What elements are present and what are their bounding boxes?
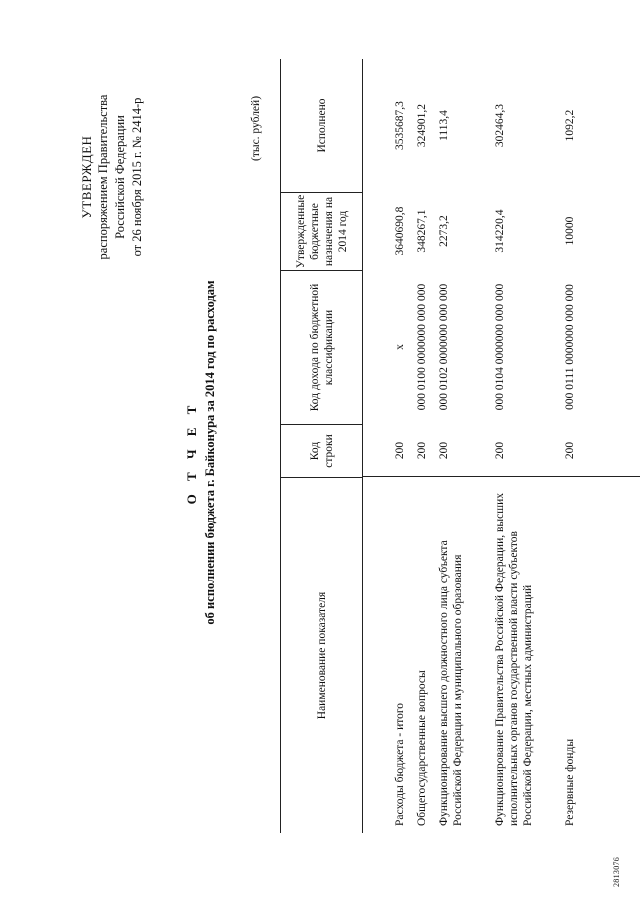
row-line-code: 200 [564,441,576,460]
header-approved: Утвержденные бюджетные назначения на 2014 год [281,192,362,270]
table-header [281,59,363,833]
row-line-code: 200 [394,441,406,460]
column-divider [363,476,640,477]
table-row [393,59,415,833]
row-executed: 3535687,3 [394,101,406,150]
units-label: (тыс. рублей) [250,95,262,161]
row-approved: 348267,1 [416,209,428,253]
row-class-code: 000 0104 0000000 000 000 [494,283,506,411]
row-class-code: x [394,344,406,350]
header-executed: Исполнено [315,98,328,153]
header-class-code: Код дохода по бюджетной классификации [281,270,362,424]
table-body [363,59,640,833]
row-line-code: 200 [438,441,450,460]
row-approved: 2273,2 [438,215,450,247]
row-executed: 302464,3 [494,103,506,148]
approval-heading: УТВЕРЖДЕН [79,135,94,219]
row-executed: 1092,2 [564,109,576,142]
row-name: Расходы бюджета - итого [394,702,406,826]
header-name: Наименование показателя [281,477,362,833]
table-row [493,59,563,833]
row-class-code: 000 0102 0000000 000 000 [438,283,450,411]
row-line-code: 200 [494,441,506,460]
row-line-code: 200 [416,441,428,460]
row-name: Резервные фонды [564,738,576,826]
table-row [415,59,437,833]
row-class-code: 000 0100 0000000 000 000 [416,283,428,411]
row-approved: 3640690,8 [394,206,406,256]
approval-line-1: распоряжением Правительства [96,94,110,260]
row-class-code: 000 0111 0000000 000 000 [564,284,576,410]
approval-line-2: Российской Федерации [113,115,127,239]
report-title: О Т Ч Е Т [184,400,199,505]
row-executed: 1113,4 [438,110,450,141]
table-row [563,59,585,833]
row-name: Функционирование высшего должностного лица субъекта Российской Федерации и муниципального образования [438,540,464,826]
row-approved: 314220,4 [494,209,506,253]
row-executed: 324901,2 [416,103,428,148]
approval-block [78,57,146,297]
table-row [437,59,493,833]
row-name: Функционирование Правительства Российской Федерации, высших исполнительных органов государственной власти субъектов Российской Федерации, местных администраций [494,493,534,826]
row-approved: 10000 [564,216,576,246]
report-subtitle: об исполнении бюджета г. Байконура за 2014 год по расходам [203,280,217,625]
approval-line-3: от 26 ноября 2015 г. № 2414-р [130,97,144,257]
page-code: 2813076 [612,856,621,887]
expenditure-table [280,59,640,833]
header-line-code: Код строки [281,424,362,477]
row-name: Общегосударственные вопросы [416,670,428,826]
